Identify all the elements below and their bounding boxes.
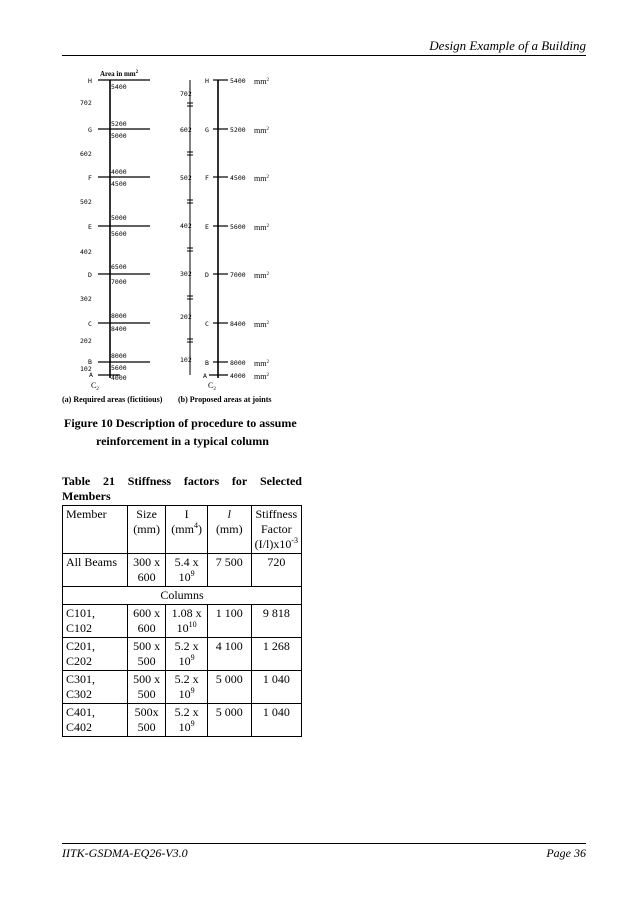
table-row: C301, C302 500 x 500 5.2 x $10^9$ 5 000 1 040 bbox=[63, 671, 302, 704]
svg-text:5400: 5400 bbox=[111, 83, 127, 91]
svg-text:5600: 5600 bbox=[230, 223, 246, 231]
svg-text:C: C bbox=[88, 320, 92, 328]
table-row: C101, C102 600 x 600 1.08 x $10^{10}$ 1 100 9 818 bbox=[63, 605, 302, 638]
svg-text:A: A bbox=[203, 372, 207, 380]
svg-text:4000: 4000 bbox=[230, 372, 246, 380]
svg-text:G: G bbox=[205, 126, 209, 134]
figure-caption: Figure 10 Description of procedure to assume reinforcement in a typical column bbox=[64, 416, 297, 448]
left-node-D bbox=[88, 263, 150, 286]
table-row: C401, C402 500x 500 5.2 x $10^9$ 5 000 1 040 bbox=[63, 704, 302, 737]
svg-text:5600: 5600 bbox=[111, 230, 127, 238]
svg-text:7000: 7000 bbox=[230, 271, 246, 279]
right-member-label: 602 bbox=[180, 126, 192, 134]
svg-text:mm2: $mm^2$ bbox=[254, 359, 269, 368]
svg-text:5000: 5000 bbox=[111, 214, 127, 222]
left-node-E bbox=[88, 214, 150, 238]
left-node-F bbox=[88, 168, 150, 188]
table-row: All Beams 300 x 600 5.4 x $10^9$ 7 500 720 bbox=[63, 554, 302, 587]
left-node-H bbox=[88, 77, 150, 91]
left-node-B bbox=[88, 352, 150, 382]
left-node-G bbox=[88, 120, 150, 140]
table-row: C201, C202 500 x 500 5.2 x $10^9$ 4 100 1 268 bbox=[63, 638, 302, 671]
left-member-label: 602 bbox=[80, 150, 92, 158]
left-column-label: $C_2$ bbox=[91, 381, 99, 392]
svg-text:mm2: $mm^2$ bbox=[254, 223, 269, 232]
left-member-label: 302 bbox=[80, 295, 92, 303]
right-node-B bbox=[205, 359, 269, 368]
right-node-G bbox=[205, 126, 269, 135]
svg-text:6500: 6500 bbox=[111, 263, 127, 271]
right-node-E bbox=[205, 223, 269, 232]
right-node-A bbox=[203, 372, 269, 381]
left-member-label: 202 bbox=[80, 337, 92, 345]
right-member-label: 502 bbox=[180, 174, 192, 182]
right-node-F bbox=[205, 174, 269, 183]
right-node-C bbox=[205, 320, 269, 329]
header-size: Size (mm) bbox=[127, 506, 165, 554]
header-i: I $(mm^4)$ bbox=[166, 506, 208, 554]
svg-text:4000: 4000 bbox=[111, 374, 127, 382]
right-member-label: 202 bbox=[180, 313, 192, 321]
svg-text:4500: 4500 bbox=[111, 180, 127, 188]
page-number: Page 36 bbox=[546, 846, 586, 860]
svg-text:8000: 8000 bbox=[230, 359, 246, 367]
svg-text:7000: 7000 bbox=[111, 278, 127, 286]
svg-text:H: H bbox=[205, 77, 209, 85]
header-member: Member bbox=[63, 506, 128, 554]
header-l: l (mm) bbox=[207, 506, 251, 554]
svg-text:4000: 4000 bbox=[111, 168, 127, 176]
table-header-row bbox=[63, 506, 302, 554]
svg-text:B: B bbox=[205, 359, 209, 367]
table-caption: Table 21 Stiffness factors for Selected Members bbox=[62, 474, 302, 503]
subcaption-b: (b) Proposed areas at joints bbox=[178, 395, 272, 404]
svg-text:8000: 8000 bbox=[111, 312, 127, 320]
left-member-label: 502 bbox=[80, 198, 92, 206]
right-member-label: 702 bbox=[180, 90, 192, 98]
table-section-row: Columns bbox=[63, 587, 302, 605]
svg-text:mm2: $mm^2$ bbox=[254, 174, 269, 183]
svg-text:mm2: $mm^2$ bbox=[254, 320, 269, 329]
svg-text:A: A bbox=[89, 371, 93, 379]
left-node-C bbox=[88, 312, 150, 333]
footer-rule bbox=[62, 843, 586, 844]
subcaption-a: (a) Required areas (fictitious) bbox=[62, 395, 163, 404]
svg-text:G: G bbox=[88, 126, 92, 134]
svg-text:D: D bbox=[205, 271, 209, 279]
svg-text:H: H bbox=[88, 77, 92, 85]
svg-text:8400: 8400 bbox=[230, 320, 246, 328]
svg-text:E: E bbox=[88, 223, 92, 231]
stiffness-table bbox=[62, 505, 302, 737]
footer-doc-id: IITK-GSDMA-EQ26-V3.0 bbox=[62, 846, 188, 860]
right-node-H bbox=[205, 77, 269, 86]
svg-text:mm2: $mm^2$ bbox=[254, 271, 269, 280]
left-member-label: 102 bbox=[80, 365, 92, 373]
svg-text:5000: 5000 bbox=[111, 132, 127, 140]
left-member-label: 402 bbox=[80, 248, 92, 256]
svg-text:F: F bbox=[88, 174, 92, 182]
svg-text:8400: 8400 bbox=[111, 325, 127, 333]
svg-text:5200: 5200 bbox=[230, 126, 246, 134]
running-header: Design Example of a Building bbox=[429, 38, 586, 53]
svg-text:B: B bbox=[88, 358, 92, 366]
svg-text:5400: 5400 bbox=[230, 77, 246, 85]
area-label: Area in $mm^2$ bbox=[100, 70, 139, 78]
svg-text:D: D bbox=[88, 271, 92, 279]
svg-text:4500: 4500 bbox=[230, 174, 246, 182]
svg-text:mm2: $mm^2$ bbox=[254, 372, 269, 381]
svg-text:5600: 5600 bbox=[111, 364, 127, 372]
right-member-label: 302 bbox=[180, 270, 192, 278]
right-node-D bbox=[205, 271, 269, 280]
right-column-label: $C_2$ bbox=[208, 381, 216, 392]
svg-text:mm2: $mm^2$ bbox=[254, 77, 269, 86]
left-member-label: 702 bbox=[80, 99, 92, 107]
svg-text:mm2: $mm^2$ bbox=[254, 126, 269, 135]
svg-text:F: F bbox=[205, 174, 209, 182]
svg-text:5200: 5200 bbox=[111, 120, 127, 128]
svg-text:8000: 8000 bbox=[111, 352, 127, 360]
right-member-label: 102 bbox=[180, 356, 192, 364]
right-member-label: 402 bbox=[180, 222, 192, 230]
svg-text:C: C bbox=[205, 320, 209, 328]
svg-text:E: E bbox=[205, 223, 209, 231]
header-stiffness: Stiffness Factor $(I/l)x10^{-3}$ bbox=[251, 506, 301, 554]
